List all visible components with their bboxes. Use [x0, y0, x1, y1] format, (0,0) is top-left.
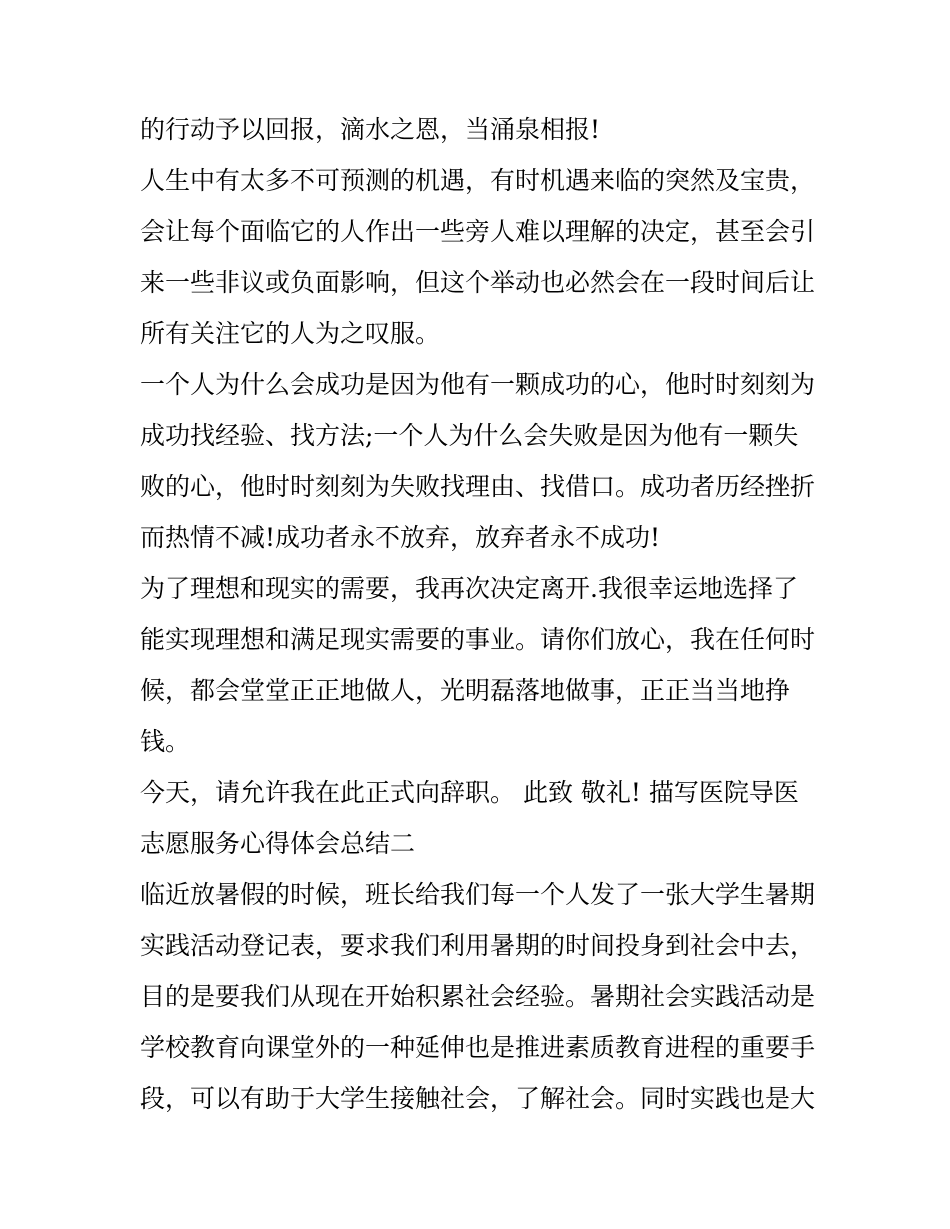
- text-line: 临近放暑假的时候，班长给我们每一个人发了一张大学生暑期: [140, 880, 816, 909]
- text-line: 钱。: [140, 727, 191, 756]
- text-line: 人生中有太多不可预测的机遇，有时机遇来临的突然及宝贵，: [140, 166, 816, 195]
- text-line: 目的是要我们从现在开始积累社会经验。暑期社会实践活动是: [140, 982, 816, 1011]
- text-line: 所有关注它的人为之叹服。: [140, 319, 441, 348]
- text-line: 能实现理想和满足现实需要的事业。请你们放心，我在任何时: [140, 625, 816, 654]
- text-line: 来一些非议或负面影响，但这个举动也必然会在一段时间后让: [140, 268, 816, 297]
- text-line: 志愿服务心得体会总结二: [140, 829, 416, 858]
- text-line: 败的心，他时时刻刻为失败找理由、找借口。成功者历经挫折: [140, 472, 816, 501]
- document-body: [140, 104, 820, 1124]
- text-line: 成功找经验、找方法;一个人为什么会失败是因为他有一颗失: [140, 421, 799, 450]
- text-line: 而热情不减!成功者永不放弃，放弃者永不成功!: [140, 523, 661, 552]
- text-line: 一个人为什么会成功是因为他有一颗成功的心，他时时刻刻为: [140, 370, 816, 399]
- text-line: 候，都会堂堂正正地做人，光明磊落地做事，正正当当地挣: [140, 676, 791, 705]
- text-line: 今天，请允许我在此正式向辞职。 此致 敬礼! 描写医院导医: [140, 778, 799, 807]
- text-line: 的行动予以回报，滴水之恩，当涌泉相报!: [140, 115, 601, 144]
- text-line: 为了理想和现实的需要，我再次决定离开.我很幸运地选择了: [140, 574, 798, 603]
- text-line: 实践活动登记表，要求我们利用暑期的时间投身到社会中去，: [140, 931, 816, 960]
- text-line: 学校教育向课堂外的一种延伸也是推进素质教育进程的重要手: [140, 1033, 816, 1062]
- text-line: 段，可以有助于大学生接触社会，了解社会。同时实践也是大: [140, 1084, 816, 1113]
- text-line: 会让每个面临它的人作出一些旁人难以理解的决定，甚至会引: [140, 217, 816, 246]
